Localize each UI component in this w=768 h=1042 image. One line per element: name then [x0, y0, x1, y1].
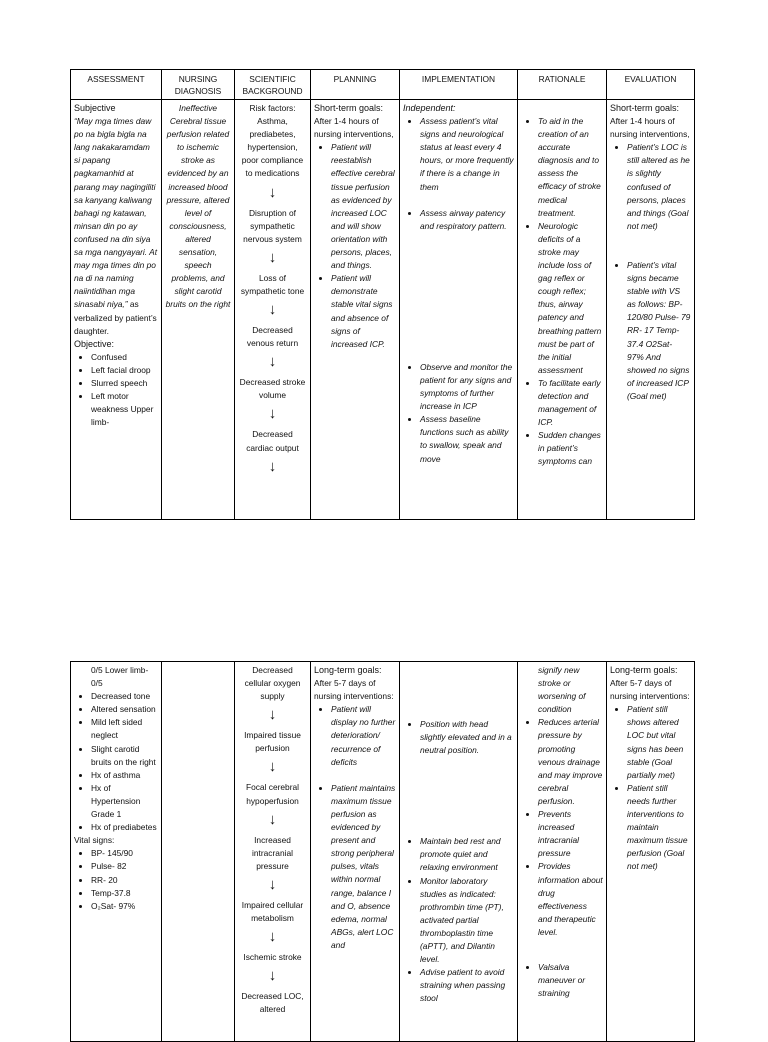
- list-item: • Patient maintains maximum tissue perfusion as evidenced by present and strong peripheral pulses, vitals within normal range, balance I and O, absence edema, normal ABGs, alert LOC and: [331, 782, 396, 952]
- list-item: • Left motor weakness Upper limb-: [91, 390, 158, 429]
- diagnosis-text: Ineffective Cerebral tissue perfusion related to ischemic stroke as evidenced by an increased blood pressure, altered level of consciousness, altered sensation, speech problems, and slight carotid bruits on the right: [165, 103, 231, 310]
- list-item: • Advise patient to avoid straining when passing stool: [420, 966, 514, 1005]
- flow-step: Impaired tissue perfusion: [244, 730, 301, 754]
- list-item: • Mild left sided neglect: [91, 716, 158, 742]
- list-item: • BP- 145/90: [91, 847, 158, 860]
- header-planning: PLANNING: [311, 70, 400, 100]
- rationale-list-2: [521, 961, 603, 1000]
- down-arrow-icon: ↓: [268, 248, 277, 266]
- evaluation-intro: After 5-7 days of nursing interventions:: [610, 678, 690, 702]
- risk-factors-title: Risk factors:: [249, 103, 296, 113]
- planning-cell: [311, 100, 400, 520]
- objective-list: [74, 351, 158, 430]
- rationale-cell: [518, 662, 607, 1042]
- content-row: [71, 100, 695, 520]
- list-item: • Patient still shows altered LOC but vital signs has been stable (Goal partially met): [627, 703, 691, 782]
- list-item: • Patient’s LOC is still altered as he is slightly confused of persons, places and things (Goal not met): [627, 141, 691, 233]
- assessment-continued: 0/5 Lower limb-0/5: [91, 665, 149, 689]
- list-item: • To facilitate early detection and management of ICP.: [538, 377, 603, 429]
- down-arrow-icon: ↓: [268, 875, 277, 893]
- list-item: • Hx of Hypertension Grade 1: [91, 782, 158, 821]
- rationale-cell: [518, 100, 607, 520]
- planning-intro: After 5-7 days of nursing interventions:: [314, 678, 394, 702]
- implementation-list-1: [403, 115, 514, 233]
- flow-step: Decreased LOC, altered: [241, 991, 304, 1015]
- planning-goals-list: [314, 141, 396, 351]
- header-rationale: RATIONALE: [518, 70, 607, 100]
- assessment-cell: [71, 662, 162, 1042]
- list-item: • Reduces arterial pressure by promoting venous drainage and may improve cerebral perfusion.: [538, 716, 603, 808]
- flow-step: Decreased stroke volume: [239, 377, 306, 401]
- list-item: • Decreased tone: [91, 690, 158, 703]
- planning-cell: [311, 662, 400, 1042]
- list-item: • Sudden changes in patient’s symptoms can: [538, 429, 603, 468]
- header-nursing-diagnosis: NURSING DIAGNOSIS: [162, 70, 235, 100]
- list-item: • Slight carotid bruits on the right: [91, 743, 158, 769]
- verbalized-note: as verbalized by patient’s daughter.: [74, 299, 157, 336]
- list-item: • To aid in the creation of an accurate diagnosis and to assess the efficacy of stroke medical treatment.: [538, 115, 603, 220]
- implementation-cell: [400, 100, 518, 520]
- list-item: • Valsalva maneuver or straining: [538, 961, 603, 1000]
- evaluation-cell: [607, 662, 695, 1042]
- implementation-cell: [400, 662, 518, 1042]
- flow-step: Disruption of sympathetic nervous system: [243, 207, 302, 244]
- header-row: [71, 70, 695, 100]
- header-scientific-background: SCIENTIFIC BACKGROUND: [235, 70, 311, 100]
- planning-intro: After 1-4 hours of nursing interventions,: [314, 116, 394, 140]
- down-arrow-icon: ↓: [268, 353, 277, 371]
- down-arrow-icon: ↓: [268, 405, 277, 423]
- down-arrow-icon: ↓: [268, 706, 277, 724]
- list-item: • Patient will reestablish effective cerebral tissue perfusion as evidenced by increased LOC and will show orientation with persons, places, and things.: [331, 141, 396, 272]
- down-arrow-icon: ↓: [268, 928, 277, 946]
- list-item: • Pulse- 82: [91, 860, 158, 873]
- background-cell: [235, 100, 311, 520]
- list-item: • Altered sensation: [91, 703, 158, 716]
- flow-step: Increased intracranial pressure: [252, 834, 293, 871]
- patient-quote: “May mga times daw po na bigla bigla na lang nakakaramdam si papang pagkamanhid at parang may nagingiliti sa kanyang kaliwang bahagi ng katawan, minsan din po ay confused na din siya sa mga nangyayari. At may mga times din po na di na naming naiintidihan mga sinasabi niya,”: [74, 116, 158, 310]
- implementation-list-2: [403, 361, 514, 466]
- evaluation-intro: After 1-4 hours of nursing interventions,: [610, 116, 690, 140]
- flow-step: Loss of sympathetic tone: [240, 272, 305, 296]
- down-arrow-icon: ↓: [268, 301, 277, 319]
- planning-heading: Short-term goals:: [314, 103, 384, 113]
- header-implementation: IMPLEMENTATION: [400, 70, 518, 100]
- list-item: • Assess patient’s vital signs and neurological status at least every 4 hours, or more frequently if there is a change in them: [420, 115, 514, 194]
- background-cell: [235, 662, 311, 1042]
- list-item: • Patient’s vital signs became stable with VS as follows: BP- 120/80 Pulse- 79 RR- 17 Temp-37.4 O2Sat- 97% And showed no signs of increased ICP (Goal met): [627, 259, 691, 403]
- down-arrow-icon: ↓: [268, 810, 277, 828]
- list-item: • RR- 20: [91, 874, 158, 887]
- vital-signs-list: [74, 847, 158, 912]
- list-item: • Observe and monitor the patient for any signs and symptoms of further increase in ICP: [420, 361, 514, 413]
- vital-signs-heading: Vital signs:: [74, 835, 115, 846]
- evaluation-heading: Long-term goals:: [610, 665, 678, 675]
- subjective-text: [74, 115, 158, 338]
- assessment-list: [74, 690, 158, 834]
- list-item: • Provides information about drug effectiveness and therapeutic level.: [538, 860, 603, 939]
- list-item: • Confused: [91, 351, 158, 364]
- implementation-list-2: [403, 835, 514, 1005]
- evaluation-list: [610, 141, 691, 403]
- content-row: [71, 662, 695, 1042]
- flow-step: Ischemic stroke: [243, 952, 302, 963]
- evaluation-cell: [607, 100, 695, 520]
- assessment-cell: [71, 100, 162, 520]
- care-plan-table-page-2: [70, 661, 695, 1042]
- planning-goals-list: [314, 703, 396, 952]
- list-item: • Maintain bed rest and promote quiet and relaxing environment: [420, 835, 514, 874]
- list-item: • Patient will display no further deterioration/ recurrence of deficits: [331, 703, 396, 768]
- down-arrow-icon: ↓: [268, 758, 277, 776]
- down-arrow-icon: ↓: [268, 967, 277, 985]
- implementation-list-1: [403, 718, 514, 757]
- down-arrow-icon: ↓: [268, 457, 277, 475]
- list-item: • Assess baseline functions such as ability to swallow, speak and move: [420, 413, 514, 465]
- rationale-list: [521, 115, 603, 469]
- header-assessment: ASSESSMENT: [71, 70, 162, 100]
- list-item: • Assess airway patency and respiratory pattern.: [420, 207, 514, 233]
- list-item: • Patient will demonstrate stable vital signs and absence of signs of increased ICP.: [331, 272, 396, 351]
- list-item: • Patient still needs further interventions to maintain maximum tissue perfusion (Goal not met): [627, 782, 691, 874]
- list-item: • Monitor laboratory studies as indicated: prothrombin time (PT), activated partial thromboplastin time (aPTT), and Dilantin level.: [420, 875, 514, 967]
- flow-step: Impaired cellular metabolism: [241, 899, 304, 924]
- rationale-list-1: [521, 716, 603, 939]
- flow-step: Decreased cardiac output: [246, 429, 299, 453]
- rationale-continued: signify new stroke or worsening of condition: [538, 665, 586, 715]
- list-item: • Hx of prediabetes: [91, 821, 158, 834]
- list-item: • Position with head slightly elevated and in a neutral position.: [420, 718, 514, 757]
- list-item: • Slurred speech: [91, 377, 158, 390]
- list-item: • Left facial droop: [91, 364, 158, 377]
- header-evaluation: EVALUATION: [607, 70, 695, 100]
- evaluation-list: [610, 703, 691, 873]
- list-item: • Prevents increased intracranial pressure: [538, 808, 603, 860]
- diagnosis-cell-empty: [162, 662, 235, 1042]
- down-arrow-icon: ↓: [268, 183, 277, 201]
- flow-step: Focal cerebral hypoperfusion: [245, 782, 300, 806]
- list-item: • O₂Sat- 97%: [91, 900, 158, 913]
- list-item: • Hx of asthma: [91, 769, 158, 782]
- evaluation-heading: Short-term goals:: [610, 103, 680, 113]
- flow-step: Decreased cellular oxygen supply: [244, 665, 301, 702]
- implementation-heading: Independent:: [403, 103, 456, 113]
- objective-heading: Objective:: [74, 338, 115, 349]
- subjective-heading: Subjective: [74, 103, 116, 113]
- planning-heading: Long-term goals:: [314, 665, 382, 675]
- diagnosis-cell: [162, 100, 235, 520]
- list-item: • Neurologic deficits of a stroke may include loss of gag reflex or cough reflex; thus, airway patency and breathing pattern must be part of the initial assessment: [538, 220, 603, 377]
- risk-factors-text: Asthma, prediabetes, hypertension, poor compliance to medications: [241, 116, 304, 179]
- flow-step: Decreased venous return: [246, 325, 299, 349]
- care-plan-table-page-1: [70, 69, 695, 520]
- list-item: • Temp-37.8: [91, 887, 158, 900]
